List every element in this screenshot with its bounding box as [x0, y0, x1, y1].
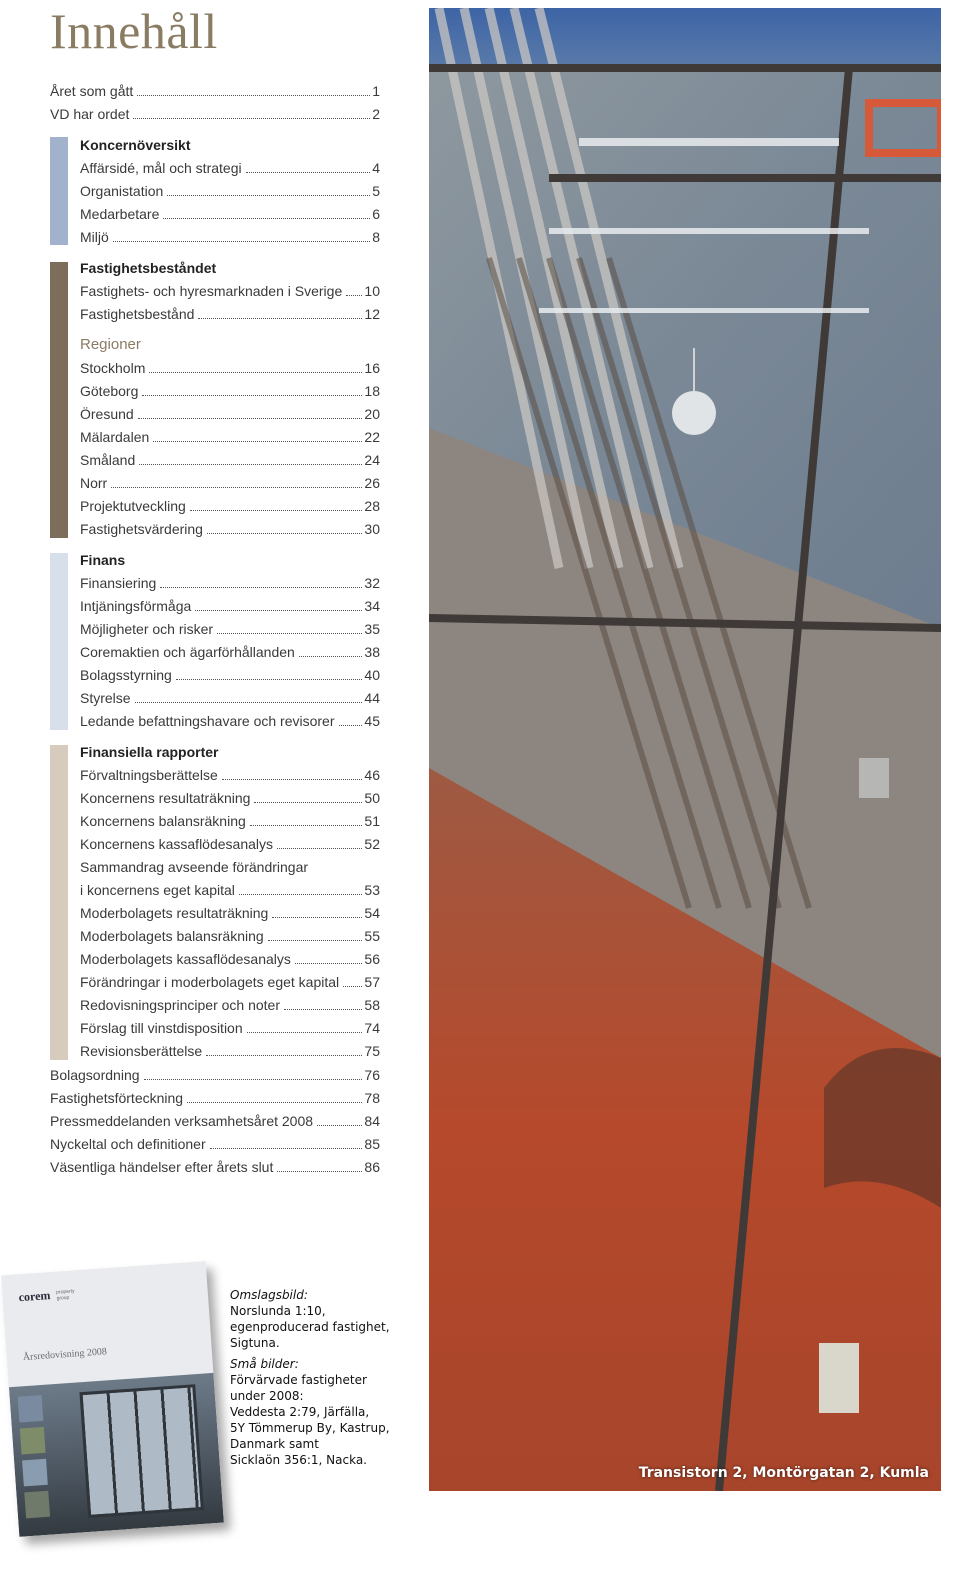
toc-entry-page: 57 — [364, 974, 380, 990]
leader-dots — [113, 241, 370, 242]
toc-entry[interactable] — [80, 766, 380, 784]
toc-entry-label: Väsentliga händelser efter årets slut — [50, 1159, 274, 1175]
leader-dots — [198, 318, 362, 319]
toc-section-heading: Regioner — [80, 336, 141, 353]
toc-entry-label: Styrelse — [80, 690, 131, 706]
sma-line: Förvärvade fastigheter — [230, 1373, 367, 1387]
toc-entry-label: Bolagsordning — [50, 1067, 140, 1083]
toc-entry-label: Ledande befattningshavare och revisorer — [80, 713, 335, 729]
toc-entry[interactable] — [50, 1135, 380, 1153]
leader-dots — [144, 1079, 363, 1080]
leader-dots — [167, 195, 370, 196]
leader-dots — [247, 1032, 363, 1033]
toc-entry-page: 4 — [372, 160, 380, 176]
leader-dots — [277, 848, 362, 849]
toc-entry-label: Intjäningsförmåga — [80, 598, 192, 614]
omslag-line: Norslunda 1:10, — [230, 1304, 326, 1318]
leader-dots — [206, 1055, 362, 1056]
toc-entry[interactable] — [80, 182, 380, 200]
leader-dots — [277, 1171, 362, 1172]
toc-entry-page: 58 — [364, 997, 380, 1013]
toc-entry[interactable] — [80, 305, 380, 323]
toc-entry[interactable] — [80, 835, 380, 853]
toc-entry-page: 78 — [364, 1090, 380, 1106]
omslag-label: Omslagsbild: — [230, 1288, 308, 1302]
toc-entry-page: 26 — [364, 475, 380, 491]
toc-entry-label: Nyckeltal och definitioner — [50, 1136, 206, 1152]
caption-block — [230, 1287, 420, 1468]
toc-entry-page: 52 — [364, 836, 380, 852]
leader-dots — [339, 725, 363, 726]
leader-dots — [176, 679, 363, 680]
toc-entry[interactable] — [80, 520, 380, 538]
photo-illustration — [429, 8, 941, 1491]
toc-entry-page: 38 — [364, 644, 380, 660]
toc-entry-label: Moderbolagets kassaflödesanalys — [80, 951, 291, 967]
leader-dots — [299, 656, 363, 657]
leader-dots — [210, 1148, 363, 1149]
toc-entry-page: 18 — [364, 383, 380, 399]
toc-entry-page: 30 — [364, 521, 380, 537]
section-bar-rapporter — [50, 745, 68, 1060]
toc-entry-page: 32 — [364, 575, 380, 591]
leader-dots — [187, 1102, 362, 1103]
toc-entry-page: 50 — [364, 790, 380, 806]
toc-entry-page: 76 — [364, 1067, 380, 1083]
toc-entry[interactable] — [80, 282, 380, 300]
toc-entry-label: Norr — [80, 475, 108, 491]
leader-dots — [246, 172, 371, 173]
leader-dots — [142, 395, 362, 396]
toc-entry-label: Möjligheter och risker — [80, 621, 214, 637]
building-photo — [429, 8, 941, 1491]
toc-entry[interactable] — [80, 950, 380, 968]
toc-entry-label: Miljö — [80, 229, 109, 245]
leader-dots — [139, 464, 362, 465]
leader-dots — [160, 587, 362, 588]
toc-entry[interactable] — [80, 973, 380, 991]
photo-caption: Transistorn 2, Montörgatan 2, Kumla — [638, 1465, 929, 1481]
toc-entry[interactable] — [80, 451, 380, 469]
toc-entry[interactable] — [50, 1112, 380, 1130]
toc-entry-page: 46 — [364, 767, 380, 783]
toc-entry-label: Stockholm — [80, 360, 146, 376]
cover-brand-logo: corem — [18, 1288, 51, 1305]
toc-entry[interactable] — [80, 597, 380, 615]
leader-dots — [239, 894, 363, 895]
leader-dots — [138, 418, 363, 419]
toc-entry-page: 44 — [364, 690, 380, 706]
toc-entry-page: 12 — [364, 306, 380, 322]
sma-line: under 2008: — [230, 1389, 304, 1403]
toc-entry[interactable] — [80, 428, 380, 446]
annual-report-cover — [1, 1261, 224, 1537]
toc-entry-page: 54 — [364, 905, 380, 921]
toc-entry-label: Förvaltningsberättelse — [80, 767, 218, 783]
toc-entry[interactable] — [80, 689, 380, 707]
toc-entry-page: 2 — [372, 106, 380, 122]
toc-entry-page: 34 — [364, 598, 380, 614]
toc-entry[interactable] — [80, 497, 380, 515]
toc-entry-page: 20 — [364, 406, 380, 422]
toc-entry[interactable] — [50, 1158, 380, 1176]
toc-entry[interactable] — [80, 205, 380, 223]
toc-entry-label: Mälardalen — [80, 429, 150, 445]
toc-entry-label: Året som gått — [50, 83, 134, 99]
toc-entry[interactable] — [50, 105, 380, 123]
toc-entry-label: Förändringar i moderbolagets eget kapital — [80, 974, 340, 990]
toc-entry-page: 16 — [364, 360, 380, 376]
toc-entry-label: Finansiering — [80, 575, 157, 591]
toc-entry-page: 84 — [364, 1113, 380, 1129]
sma-line: Sicklaön 356:1, Nacka. — [230, 1453, 367, 1467]
toc-entry-label: Göteborg — [80, 383, 139, 399]
toc-entry[interactable] — [50, 1089, 380, 1107]
toc-entry[interactable] — [80, 159, 380, 177]
leader-dots — [190, 510, 363, 511]
toc-entry-page: 74 — [364, 1020, 380, 1036]
sma-line: Veddesta 2:79, Järfälla, — [230, 1405, 370, 1419]
cover-photo — [9, 1373, 224, 1537]
toc-entry-label: Koncernens balansräkning — [80, 813, 246, 829]
toc-entry-page: 1 — [372, 83, 380, 99]
toc-entry[interactable] — [80, 666, 380, 684]
toc-entry-page: 53 — [364, 882, 380, 898]
toc-entry-label: Förslag till vinstdisposition — [80, 1020, 243, 1036]
toc-entry-page: 45 — [364, 713, 380, 729]
cover-brand-tag: property group — [55, 1287, 75, 1302]
toc-entry-label: i koncernens eget kapital — [80, 882, 235, 898]
toc-entry-page: 40 — [364, 667, 380, 683]
toc-entry-label: Sammandrag avseende förändringar — [80, 859, 309, 875]
toc-entry-page: 6 — [372, 206, 380, 222]
toc-entry[interactable] — [80, 996, 380, 1014]
leader-dots — [250, 825, 363, 826]
toc-entry[interactable] — [80, 1019, 380, 1037]
toc-section-heading: Fastighetsbeståndet — [80, 260, 217, 276]
toc-entry[interactable] — [80, 359, 380, 377]
toc-entry-label: Koncernens resultaträkning — [80, 790, 251, 806]
toc-entry-label: VD har ordet — [50, 106, 130, 122]
toc-entry-page: 56 — [364, 951, 380, 967]
toc-entry-label: Öresund — [80, 406, 134, 422]
toc-entry-label: Pressmeddelanden verksamhetsåret 2008 — [50, 1113, 314, 1129]
toc-entry[interactable] — [80, 858, 380, 876]
toc-entry[interactable] — [80, 712, 380, 730]
toc-entry-page: 10 — [364, 283, 380, 299]
toc-entry-label: Bolagsstyrning — [80, 667, 172, 683]
leader-dots — [295, 963, 363, 964]
toc-entry[interactable] — [80, 405, 380, 423]
toc-entry[interactable] — [80, 1042, 380, 1060]
toc-entry-page: 8 — [372, 229, 380, 245]
leader-dots — [111, 487, 362, 488]
toc-entry[interactable] — [50, 1066, 380, 1084]
leader-dots — [195, 610, 362, 611]
leader-dots — [272, 917, 362, 918]
toc-entry-page: 51 — [364, 813, 380, 829]
toc-entry-label: Småland — [80, 452, 136, 468]
toc-entry-page: 55 — [364, 928, 380, 944]
toc-entry-label: Revisionsberättelse — [80, 1043, 203, 1059]
leader-dots — [343, 986, 362, 987]
toc-section-heading: Finansiella rapporter — [80, 744, 219, 760]
toc-entry-label: Redovisningsprinciper och noter — [80, 997, 280, 1013]
toc-entry-page: 22 — [364, 429, 380, 445]
toc-entry-label: Fastighetsförteckning — [50, 1090, 184, 1106]
toc-entry-label: Medarbetare — [80, 206, 160, 222]
toc-entry-page: 85 — [364, 1136, 380, 1152]
toc-entry-label: Projektutveckling — [80, 498, 186, 514]
toc-entry[interactable] — [80, 382, 380, 400]
sma-label: Små bilder: — [230, 1357, 299, 1371]
toc-section-heading: Finans — [80, 552, 126, 568]
leader-dots — [284, 1009, 362, 1010]
toc-entry[interactable] — [80, 881, 380, 899]
toc-entry[interactable] — [80, 228, 380, 246]
toc-entry[interactable] — [50, 82, 380, 100]
leader-dots — [149, 372, 362, 373]
toc-entry[interactable] — [80, 643, 380, 661]
toc-entry-label: Organistation — [80, 183, 164, 199]
leader-dots — [317, 1125, 362, 1126]
leader-dots — [217, 633, 362, 634]
leader-dots — [207, 533, 362, 534]
toc-entry-label: Fastighets- och hyresmarknaden i Sverige — [80, 283, 343, 299]
page-title: Innehåll — [50, 3, 218, 59]
omslag-line: egenproducerad fastighet, — [230, 1320, 390, 1334]
leader-dots — [135, 702, 363, 703]
sma-line: 5Y Tömmerup By, Kastrup, — [230, 1421, 390, 1435]
toc-entry-page: 75 — [364, 1043, 380, 1059]
leader-dots — [153, 441, 362, 442]
toc-entry-label: Fastighetsvärdering — [80, 521, 203, 537]
toc-entry[interactable] — [80, 904, 380, 922]
toc-entry-page: 24 — [364, 452, 380, 468]
toc-entry[interactable] — [80, 927, 380, 945]
sma-line: Danmark samt — [230, 1437, 319, 1451]
section-bar-finans — [50, 553, 68, 730]
toc-section-heading: Koncernöversikt — [80, 137, 191, 153]
leader-dots — [268, 940, 363, 941]
leader-dots — [222, 779, 363, 780]
toc-entry-page: 86 — [364, 1159, 380, 1175]
toc-entry-label: Moderbolagets resultaträkning — [80, 905, 269, 921]
toc-entry[interactable] — [80, 812, 380, 830]
toc-entry-label: Coremaktien och ägarförhållanden — [80, 644, 295, 660]
section-bar-koncern — [50, 137, 68, 245]
toc-entry-page: 28 — [364, 498, 380, 514]
toc-entry-label: Moderbolagets balansräkning — [80, 928, 264, 944]
toc-entry[interactable] — [80, 789, 380, 807]
leader-dots — [137, 95, 370, 96]
leader-dots — [254, 802, 362, 803]
cover-title: Årsredovisning 2008 — [22, 1346, 108, 1364]
toc-entry-label: Fastighetsbestånd — [80, 306, 195, 322]
omslag-line: Sigtuna. — [230, 1336, 280, 1350]
section-bar-fastighet — [50, 262, 68, 538]
toc-entry-page: 35 — [364, 621, 380, 637]
leader-dots — [163, 218, 370, 219]
toc-entry[interactable] — [80, 474, 380, 492]
toc-entry[interactable] — [80, 620, 380, 638]
toc-entry[interactable] — [80, 574, 380, 592]
toc-entry-page: 5 — [372, 183, 380, 199]
leader-dots — [133, 118, 370, 119]
leader-dots — [346, 295, 362, 296]
toc-entry-label: Affärsidé, mål och strategi — [80, 160, 242, 176]
toc-entry-label: Koncernens kassaflödesanalys — [80, 836, 274, 852]
